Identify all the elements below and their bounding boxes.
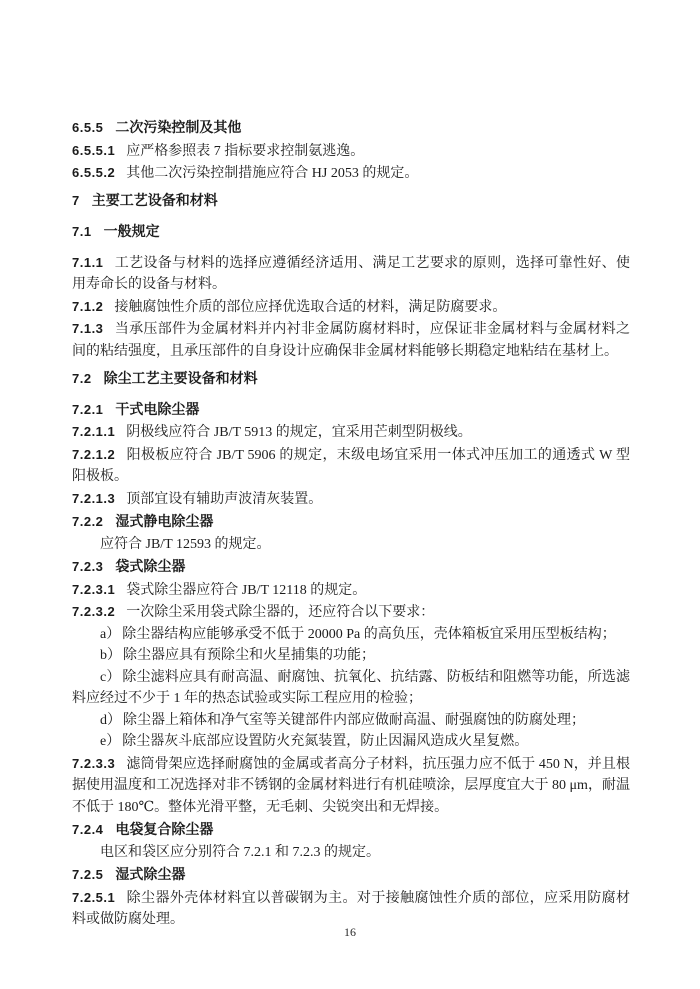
section-heading — [72, 368, 630, 390]
list-item-text: 除尘器灰斗底部应设置防火充氮装置，防止因漏风造成火星复燃。 — [122, 734, 529, 749]
section-number: 6.5.5 — [72, 120, 104, 135]
section-number: 7.2 — [72, 371, 92, 386]
clause-number: 6.5.5.2 — [72, 165, 116, 180]
section-heading — [72, 864, 630, 886]
page-number: 16 — [344, 925, 356, 939]
clause-text: 滤筒骨架应选择耐腐蚀的金属或者高分子材料，抗压强力应不低于 450 N，并且根据使用温度和工况选择对非不锈钢的金属材料进行有机硅喷涂，层厚度宜大于 80 μm，耐温不低于 180℃。整体光滑平整，无毛刺、尖锐突出和无焊接。 — [72, 756, 630, 815]
section-heading — [72, 117, 630, 139]
clause-number: 7.2.1.2 — [72, 446, 116, 462]
clause-number: 7.2.1.1 — [72, 424, 116, 439]
section-heading — [72, 556, 630, 578]
list-item-text: 除尘滤料应具有耐高温、耐腐蚀、抗氧化、抗结露、防板结和阻燃等功能，所选滤料应经过不少于 1 年的热态试验或实际工程应用的检验； — [72, 669, 630, 706]
list-item — [72, 624, 630, 646]
section-title: 电袋复合除尘器 — [115, 821, 214, 837]
clause-text: 阴极线应符合 JB/T 5913 的规定，宜采用芒刺型阴极线。 — [126, 425, 472, 440]
clause-text: 工艺设备与材料的选择应遵循经济适用、满足工艺要求的原则，选择可靠性好、使用寿命长的设备与材料。 — [72, 255, 630, 292]
clause-paragraph — [72, 140, 630, 163]
clause-number: 7.2.3.1 — [72, 581, 116, 597]
clause-text: 应严格参照表 7 指标要求控制氨逃逸。 — [126, 143, 365, 159]
section-number: 7.2.4 — [72, 822, 104, 837]
clause-paragraph — [72, 601, 630, 624]
section-number: 7.2.2 — [72, 514, 104, 529]
section-number: 7.1 — [72, 224, 92, 239]
clause-number: 7.2.3.2 — [72, 604, 116, 619]
list-marker: e） — [100, 734, 121, 749]
list-marker: b） — [100, 648, 121, 663]
section-title: 干式电除尘器 — [115, 400, 200, 417]
clause-paragraph — [72, 296, 630, 319]
section-heading — [72, 819, 630, 841]
section-number: 7.2.3 — [72, 559, 104, 574]
document-content — [72, 116, 630, 931]
section-heading — [72, 221, 630, 243]
list-item — [72, 731, 630, 753]
clause-text: 顶部宜设有辅助声波清灰装置。 — [126, 491, 323, 507]
section-title: 一般规定 — [103, 223, 160, 239]
list-item-text: 除尘器上箱体和净气室等关键部件内部应做耐高温、耐强腐蚀的防腐处理； — [123, 712, 585, 728]
indented-paragraph — [72, 534, 630, 556]
clause-number: 7.1.1 — [72, 254, 104, 270]
clause-text: 当承压部件为金属材料并内衬非金属防腐材料时，应保证非金属材料与金属材料之间的粘结强度，且承压部件的自身设计应确保非金属材料能够长期稳定地粘结在基材上。 — [72, 322, 630, 359]
clause-paragraph — [72, 753, 630, 819]
section-title: 除尘工艺主要设备和材料 — [103, 370, 258, 386]
clause-paragraph — [72, 444, 630, 488]
indented-paragraph — [72, 842, 630, 864]
paragraph-text: 应符合 JB/T 12593 的规定。 — [100, 536, 271, 552]
clause-text: 接触腐蚀性介质的部位应择优选取合适的材料，满足防腐要求。 — [114, 299, 507, 315]
list-item-text: 除尘器应具有预除尘和火星捕集的功能； — [123, 648, 375, 663]
list-item — [72, 710, 630, 732]
list-marker: c） — [100, 669, 121, 685]
section-title: 湿式静电除尘器 — [115, 513, 214, 529]
clause-text: 除尘器外壳体材料宜以普碳钢为主。对于接触腐蚀性介质的部位，应采用防腐材料或做防腐处理。 — [72, 890, 630, 927]
section-number: 7.2.5 — [72, 867, 104, 882]
list-marker: d） — [100, 712, 121, 728]
list-item — [72, 667, 630, 710]
clause-text: 袋式除尘器应符合 JB/T 12118 的规定。 — [126, 582, 367, 598]
section-heading — [72, 399, 630, 421]
list-item-text: 除尘器结构应能够承受不低于 20000 Pa 的高负压，壳体箱板宜采用压型板结构； — [122, 626, 616, 642]
clause-text: 一次除尘采用袋式除尘器的，还应符合以下要求： — [126, 605, 435, 620]
section-heading — [72, 511, 630, 533]
clause-text: 阳极板应符合 JB/T 5906 的规定，末级电场宜采用一体式冲压加工的通透式 W 型阳极板。 — [72, 447, 630, 484]
section-number: 7 — [72, 192, 80, 208]
clause-paragraph — [72, 579, 630, 602]
clause-text: 其他二次污染控制措施应符合 HJ 2053 的规定。 — [126, 166, 419, 181]
section-title: 二次污染控制及其他 — [115, 119, 242, 135]
clause-number: 7.1.3 — [72, 321, 104, 336]
clause-paragraph — [72, 162, 630, 185]
list-marker: a） — [100, 626, 121, 642]
clause-number: 7.2.5.1 — [72, 889, 116, 905]
paragraph-text: 电区和袋区应分别符合 7.2.1 和 7.2.3 的规定。 — [100, 844, 380, 860]
clause-paragraph — [72, 421, 630, 444]
section-heading — [72, 190, 630, 212]
clause-number: 7.1.2 — [72, 298, 104, 314]
section-title: 袋式除尘器 — [115, 558, 186, 574]
clause-paragraph — [72, 318, 630, 362]
clause-paragraph — [72, 488, 630, 511]
clause-number: 7.2.3.3 — [72, 755, 116, 771]
clause-paragraph — [72, 252, 630, 296]
section-title: 湿式除尘器 — [115, 866, 186, 882]
section-number: 7.2.1 — [72, 401, 104, 417]
list-item — [72, 645, 630, 667]
section-title: 主要工艺设备和材料 — [91, 191, 218, 208]
clause-number: 7.2.1.3 — [72, 490, 116, 506]
clause-number: 6.5.5.1 — [72, 142, 116, 158]
